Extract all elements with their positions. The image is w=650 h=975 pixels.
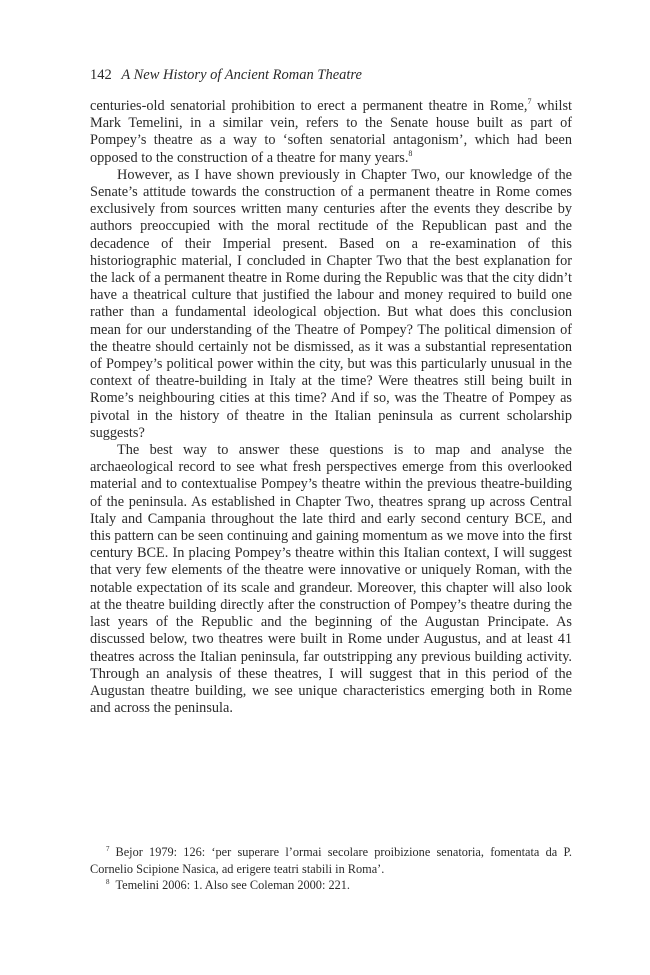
paragraph-1-part-a: centuries-old senatorial prohibition to erect a permanent theatre in Rome, — [90, 98, 528, 114]
footnote-8 — [90, 877, 572, 894]
footnote-7-text: Bejor 1979: 126: ‘per superare l’ormai secolare proibizione senatoria, fomentata da P. Cornelio Scipione Nasica, ad erigere teatri stabili in Roma’. — [90, 845, 572, 876]
main-text — [90, 98, 572, 717]
book-title: A New History of Ancient Roman Theatre — [121, 67, 362, 83]
paragraph-1-part-b: whilst Mark Temelini, in a similar vein, refers to the Senate house built as part of Pompey’s theatre as a way to ‘soften senatorial antagonism’, which had been opposed to the construction of a theatre for many years. — [90, 98, 572, 166]
footnote-ref-8: 8 — [408, 148, 413, 158]
footnote-7-number: 7 — [106, 845, 110, 853]
footnote-8-text: Temelini 2006: 1. Also see Coleman 2000: 221. — [115, 878, 350, 892]
running-head — [90, 66, 570, 84]
footnote-7 — [90, 844, 572, 877]
paragraph-3: The best way to answer these questions is to map and analyse the archaeological record to see what fresh perspectives emerge from this overlooked material and to contextualise Pompey’s theatre within the previous theatre-building of the peninsula. As established in Chapter Two, theatres sprang up across Central Italy and Campania throughout the late third and early second century BCE, and this pattern can be seen continuing and gaining momentum as we move into the first century BCE. In placing Pompey’s theatre within this Italian context, I will suggest that very few elements of the theatre were innovative or uniquely Roman, with the notable expectation of its scale and grandeur. Moreover, this chapter will also look at the theatre building directly after the construction of Pompey’s theatre during the last years of the Republic and the beginning of the Augustan Principate. As discussed below, two theatres were built in Rome under Augustus, and at least 41 theatres across the Italian peninsula, far outstripping any previous building activity. Through an analysis of these theatres, I will suggest that in this period of the Augustan theatre building, we see unique characteristics emerging both in Rome and across the peninsula. — [90, 442, 573, 717]
footnote-ref-7: 7 — [527, 97, 532, 106]
footnotes — [90, 844, 572, 894]
paragraph-1 — [90, 98, 572, 167]
footnote-8-number: 8 — [106, 878, 110, 886]
page-number: 142 — [90, 67, 112, 83]
paragraph-2: However, as I have shown previously in Chapter Two, our knowledge of the Senate’s attitude towards the construction of a permanent theatre in Rome comes exclusively from sources written many centuries after the events they describe by authors preoccupied with the moral rectitude of the Republican past and the decadence of their Imperial present. Based on a re-examination of this historiographic material, I concluded in Chapter Two that the best explanation for the lack of a permanent theatre in Rome during the Republic was that the city didn’t have a theatrical culture that justified the labour and money required to build one rather than a fundamental ideological objection. But what does this conclusion mean for our understanding of the Theatre of Pompey? The political dimension of the theatre should certainly not be dismissed, as it was a substantial representation of Pompey’s political power within the city, but was this particularly unusual in the context of theatre-building in Italy at the time? Were theatres still being built in Rome’s neighbouring cities at this time? And if so, was the Theatre of Pompey as pivotal in the history of theatre in the Italian peninsula as current scholarship suggests? — [90, 166, 572, 441]
